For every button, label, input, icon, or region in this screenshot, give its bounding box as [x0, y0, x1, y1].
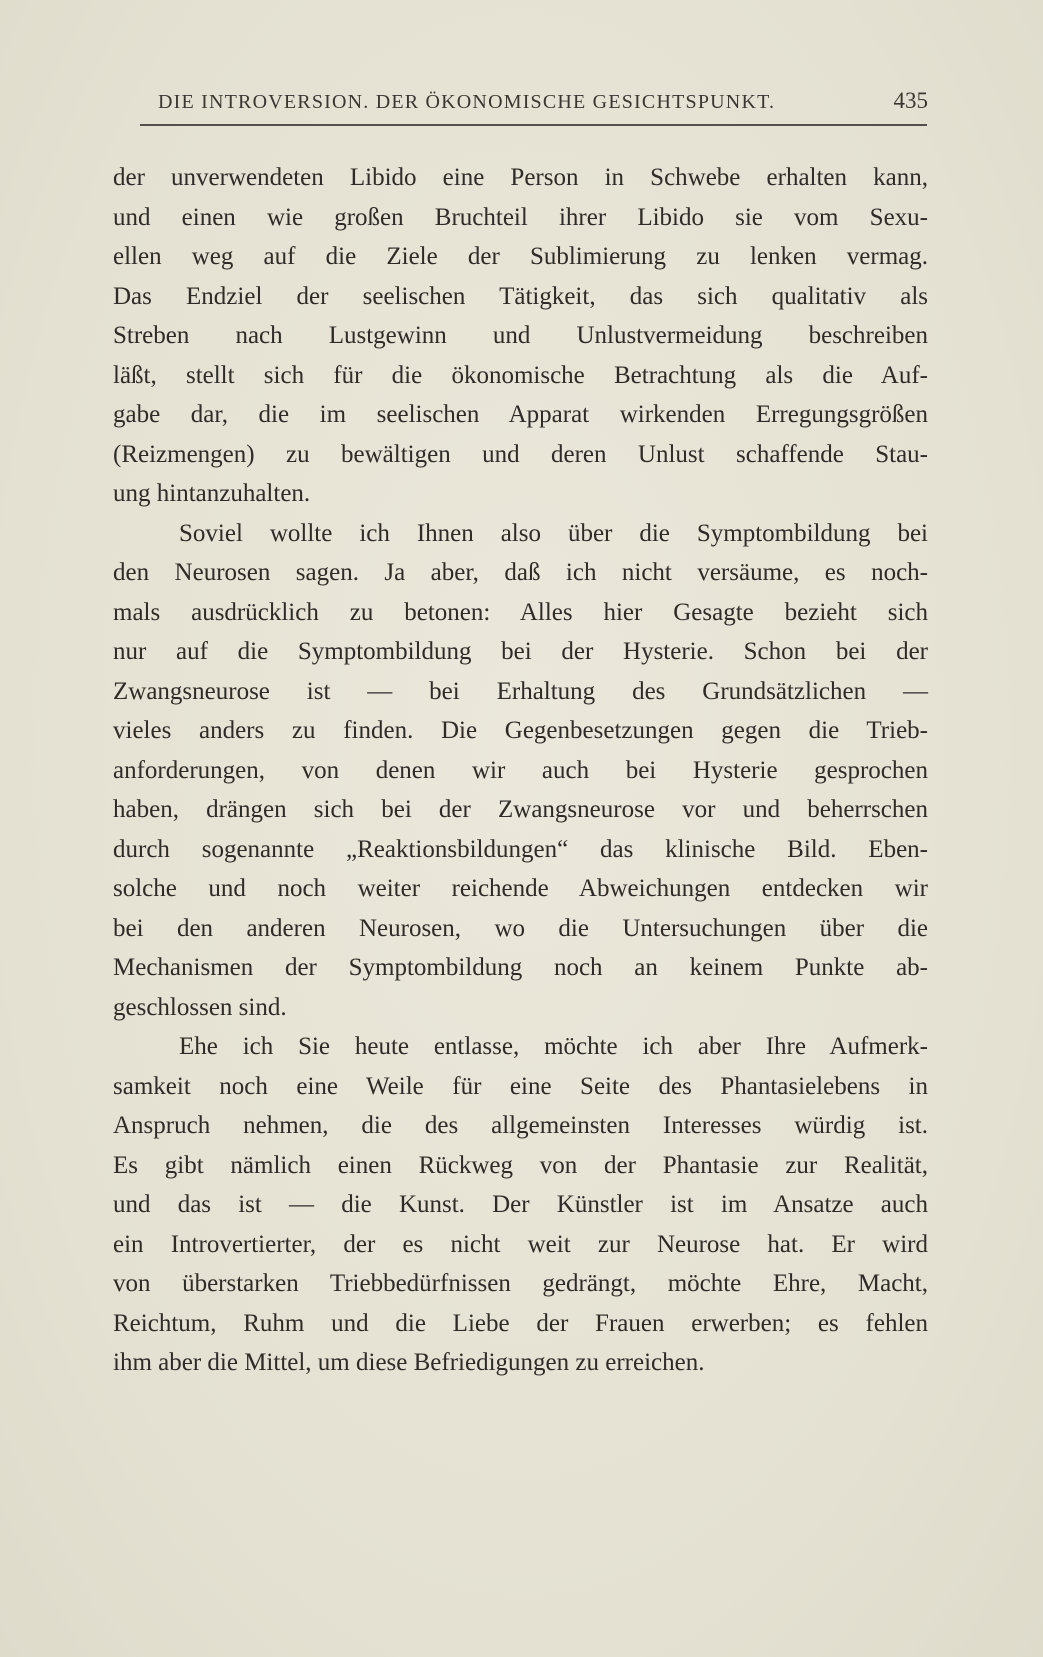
running-title: DIE INTROVERSION. DER ÖKONOMISCHE GESICHTSPUNKT. — [158, 91, 776, 113]
text-line: Ehe ich Sie heute entlasse, möchte ich aber Ihre Aufmerk- — [179, 1033, 928, 1060]
page-number: 435 — [893, 88, 928, 113]
text-line: Soviel wollte ich Ihnen also über die Symptombildung bei — [179, 519, 928, 547]
text-line: mals ausdrücklich zu betonen: Alles hier Gesagte bezieht sich — [113, 598, 928, 626]
text-line: und einen wie großen Bruchteil ihrer Libido sie vom Sexu- — [113, 203, 928, 231]
text-line: ihm aber die Mittel, um diese Befriedigungen zu erreichen. — [113, 1349, 705, 1376]
text-line: Anspruch nehmen, die des allgemeinsten Interesses würdig ist. — [113, 1112, 928, 1139]
text-line: bei den anderen Neurosen, wo die Untersuchungen über die — [113, 914, 928, 942]
text-line: vieles anders zu finden. Die Gegenbesetzungen gegen die Trieb- — [113, 717, 928, 744]
text-line: ellen weg auf die Ziele der Sublimierung zu lenken vermag. — [113, 243, 928, 270]
body-text — [113, 158, 928, 1383]
text-line: Streben nach Lustgewinn und Unlustvermeidung beschreiben — [113, 322, 928, 349]
page-header — [158, 88, 928, 123]
text-line: gabe dar, die im seelischen Apparat wirkenden Erregungsgrößen — [113, 401, 928, 428]
text-line: Mechanismen der Symptombildung noch an keinem Punkte ab- — [113, 954, 928, 981]
text-line: läßt, stellt sich für die ökonomische Betrachtung als die Auf- — [113, 361, 928, 389]
text-line: Das Endziel der seelischen Tätigkeit, das sich qualitativ als — [113, 282, 928, 310]
text-line: durch sogenannte „Reaktionsbildungen“ das klinische Bild. Eben- — [113, 835, 928, 863]
text-line: ung hintanzuhalten. — [113, 480, 311, 507]
text-line: Reichtum, Ruhm und die Liebe der Frauen erwerben; es fehlen — [113, 1309, 928, 1337]
text-line: samkeit noch eine Weile für eine Seite des Phantasielebens in — [113, 1072, 928, 1100]
text-line: haben, drängen sich bei der Zwangsneurose vor und beherrschen — [113, 796, 928, 823]
text-line: und das ist — die Kunst. Der Künstler ist im Ansatze auch — [113, 1191, 928, 1218]
text-line: anforderungen, von denen wir auch bei Hysterie gesprochen — [113, 756, 928, 784]
text-line: von überstarken Triebbedürfnissen gedrängt, möchte Ehre, Macht, — [113, 1270, 928, 1297]
text-line: geschlossen sind. — [113, 993, 287, 1021]
text-line: Zwangsneurose ist — bei Erhaltung des Grundsätzlichen — — [113, 677, 928, 705]
text-line: der unverwendeten Libido eine Person in Schwebe erhalten kann, — [113, 164, 928, 191]
text-line: Es gibt nämlich einen Rückweg von der Phantasie zur Realität, — [113, 1151, 928, 1179]
text-line: ein Introvertierter, der es nicht weit zur Neurose hat. Er wird — [113, 1230, 928, 1258]
text-line: solche und noch weiter reichende Abweichungen entdecken wir — [113, 875, 928, 902]
text-line: nur auf die Symptombildung bei der Hysterie. Schon bei der — [113, 638, 928, 665]
text-line: den Neurosen sagen. Ja aber, daß ich nicht versäume, es noch- — [113, 559, 928, 586]
header-rule — [140, 124, 927, 126]
text-line: (Reizmengen) zu bewältigen und deren Unlust schaffende Stau- — [113, 440, 928, 468]
